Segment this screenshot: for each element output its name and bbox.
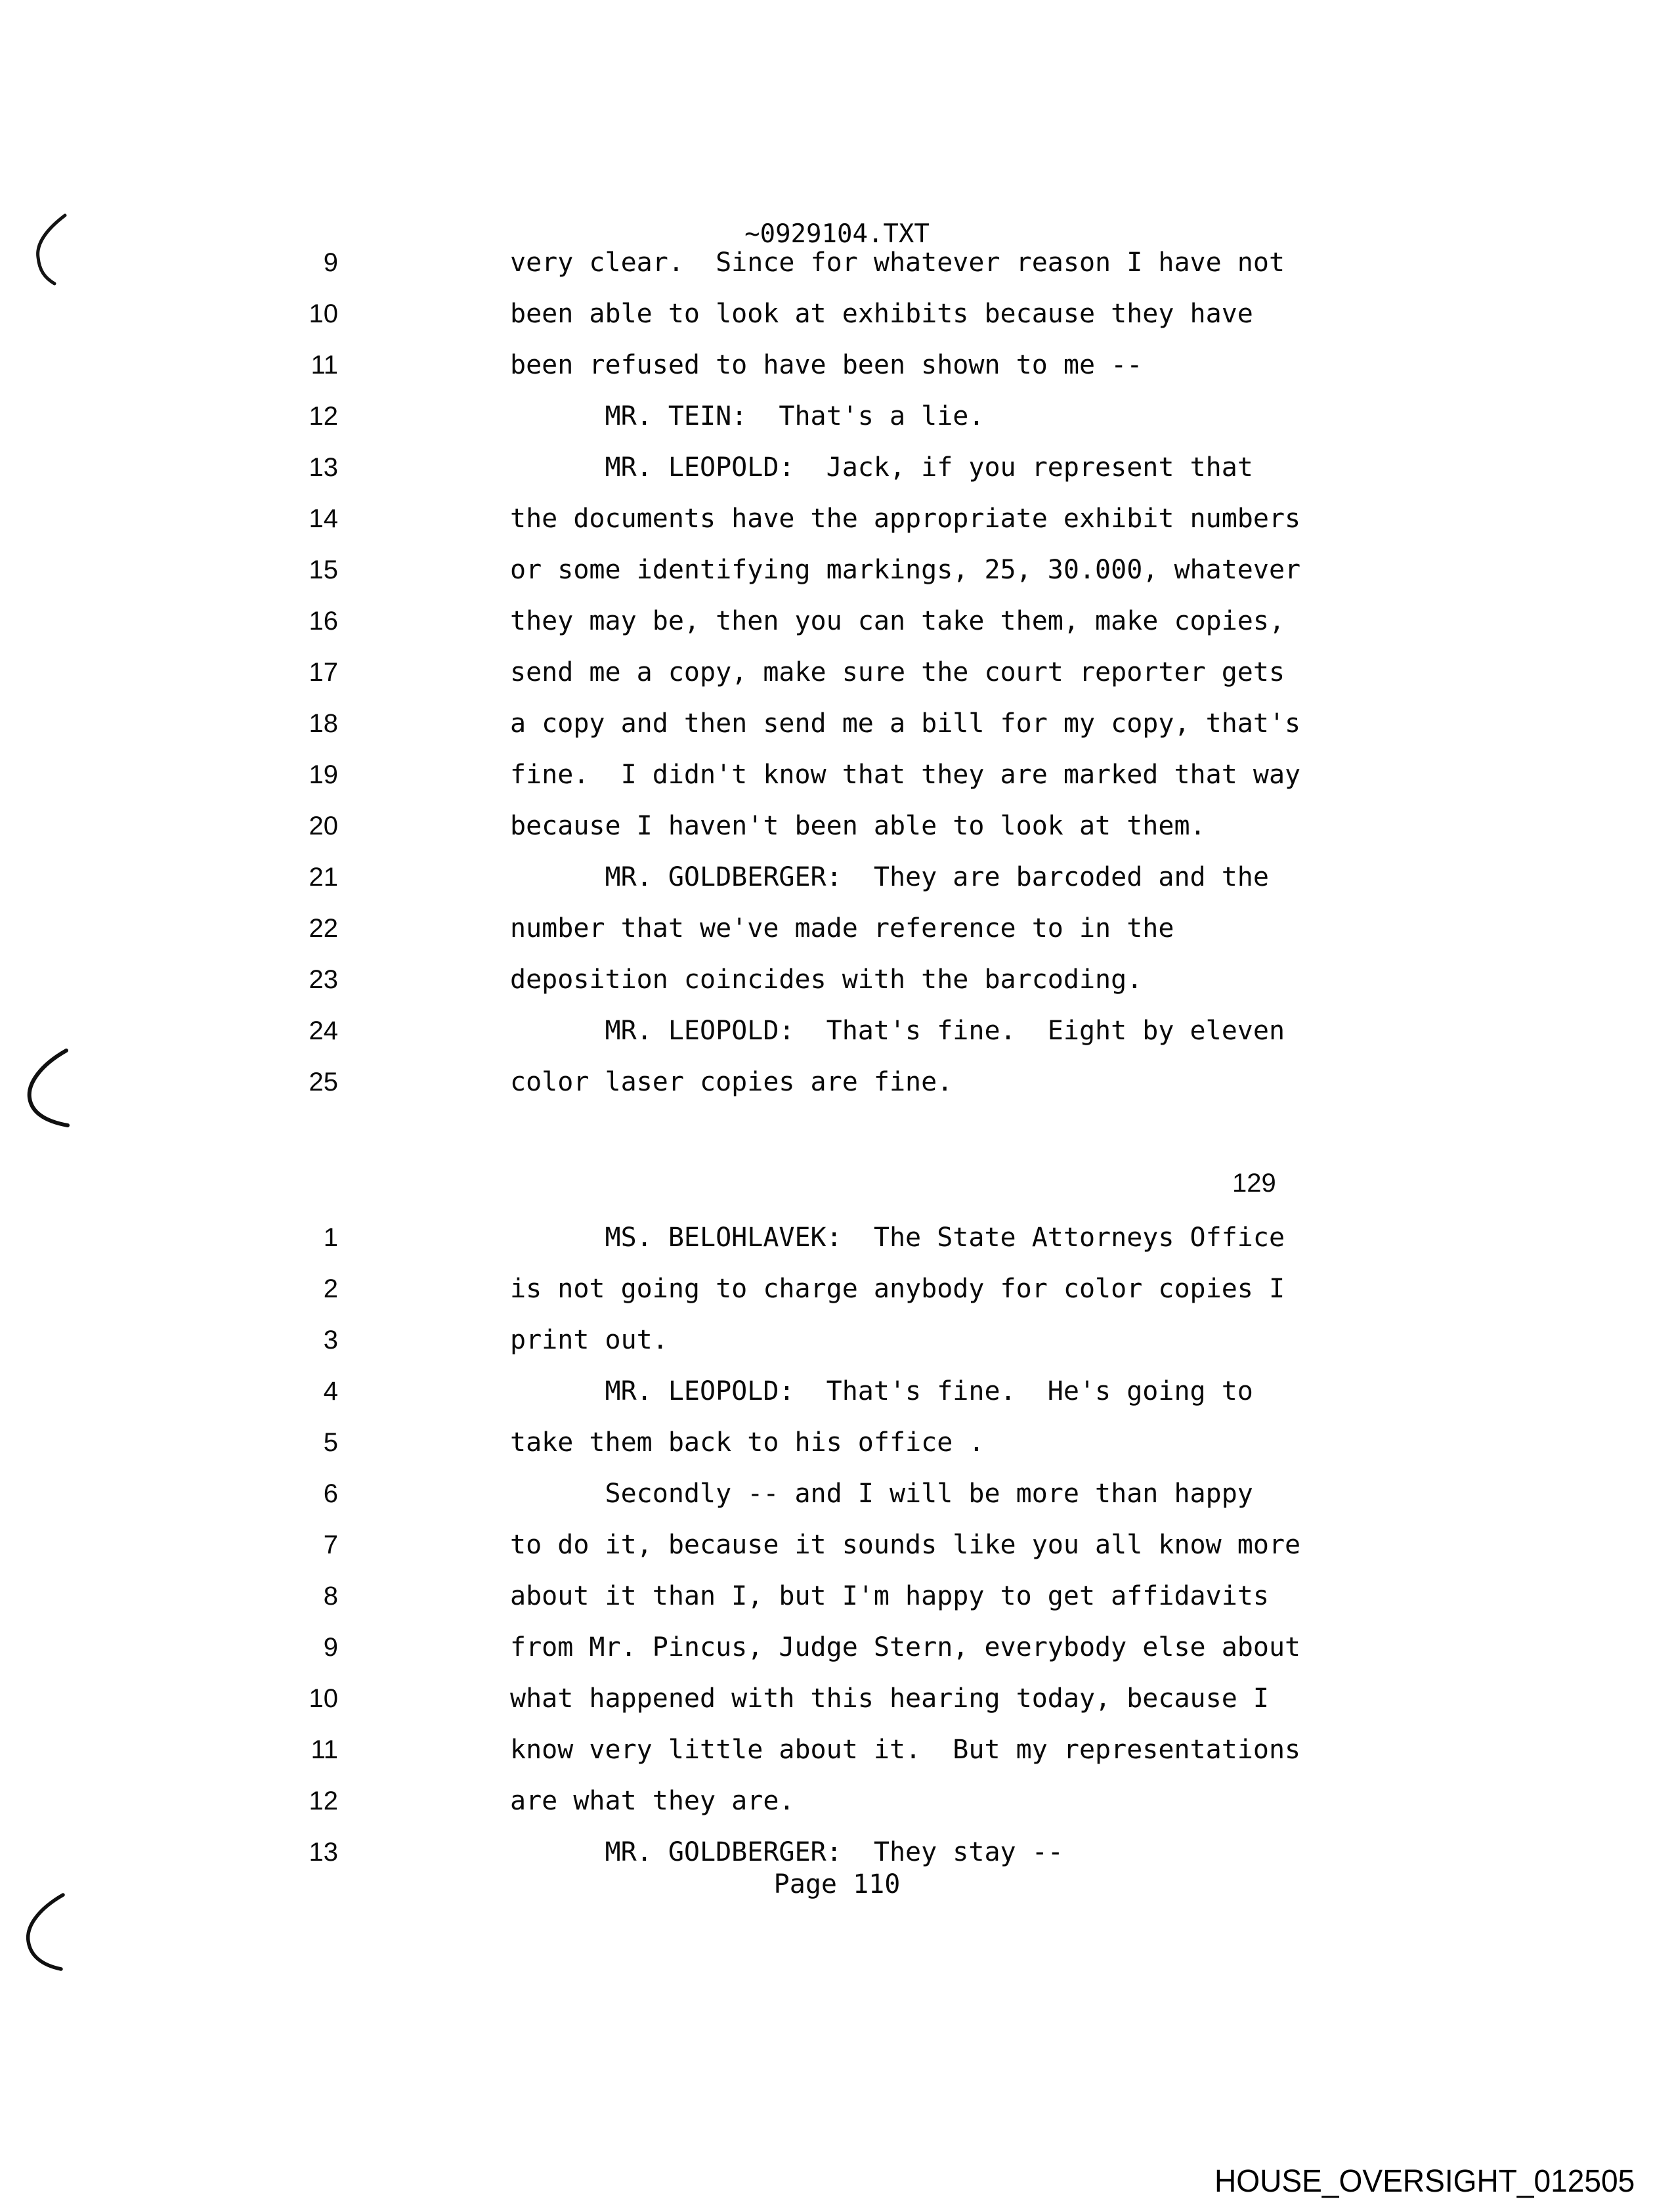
line-number: 23: [309, 965, 338, 994]
line-number: 15: [309, 555, 338, 584]
line-text: are what they are.: [510, 1786, 795, 1816]
line-number: 12: [309, 1787, 338, 1815]
line-text: MR. LEOPOLD: Jack, if you represent that: [510, 452, 1253, 483]
line-number: 6: [323, 1479, 338, 1508]
transcript-line: [0, 1314, 1674, 1366]
line-number: 18: [309, 709, 338, 738]
transcript-line: [0, 698, 1674, 749]
line-text: MR. GOLDBERGER: They stay --: [510, 1837, 1063, 1867]
line-text: deposition coincides with the barcoding.: [510, 965, 1143, 995]
transcript-line: [0, 1571, 1674, 1622]
transcript-line: [0, 544, 1674, 596]
line-text: to do it, because it sounds like you all know more: [510, 1530, 1301, 1560]
transcript-line: [0, 1366, 1674, 1417]
transcript-line: [0, 749, 1674, 800]
header-filename: ~0929104.TXT: [744, 219, 930, 249]
line-number: 1: [323, 1223, 338, 1252]
transcript-line: [0, 1212, 1674, 1263]
transcript-line: [0, 1622, 1674, 1673]
line-text: been refused to have been shown to me --: [510, 350, 1143, 380]
transcript-line: [0, 1468, 1674, 1519]
bates-stamp: HOUSE_OVERSIGHT_012505: [1214, 2164, 1635, 2199]
line-text: very clear. Since for whatever reason I have not: [510, 248, 1285, 278]
line-number: 13: [309, 453, 338, 482]
line-text: because I haven't been able to look at them.: [510, 811, 1206, 841]
transcript-line: [0, 493, 1674, 544]
footer-page-label: Page 110: [773, 1869, 901, 1899]
line-text: MR. LEOPOLD: That's fine. Eight by eleven: [510, 1016, 1285, 1046]
transcript-line: [0, 1263, 1674, 1314]
line-number: 11: [311, 1735, 338, 1764]
line-text: number that we've made reference to in the: [510, 913, 1174, 943]
line-text: know very little about it. But my representations: [510, 1735, 1301, 1765]
line-text: send me a copy, make sure the court reporter gets: [510, 657, 1285, 687]
line-text: print out.: [510, 1325, 668, 1355]
line-number: 19: [309, 760, 338, 789]
transcript-line: [0, 852, 1674, 903]
line-text: MS. BELOHLAVEK: The State Attorneys Office: [510, 1223, 1285, 1253]
transcript-line: [0, 339, 1674, 391]
line-text: about it than I, but I'm happy to get affidavits: [510, 1581, 1269, 1611]
line-number: 11: [311, 351, 338, 380]
line-text: is not going to charge anybody for color copies I: [510, 1274, 1285, 1304]
transcript-line: [0, 442, 1674, 493]
line-text: the documents have the appropriate exhibit numbers: [510, 504, 1301, 534]
transcript-line: [0, 596, 1674, 647]
line-number: 17: [309, 658, 338, 687]
line-number: 9: [323, 1633, 338, 1662]
line-text: take them back to his office .: [510, 1427, 985, 1458]
transcript-line: [0, 954, 1674, 1005]
line-number: 22: [309, 914, 338, 943]
line-text: what happened with this hearing today, because I: [510, 1683, 1269, 1714]
line-number: 12: [309, 402, 338, 431]
line-number: 10: [309, 1684, 338, 1713]
transcript-line: [0, 237, 1674, 288]
line-text: from Mr. Pincus, Judge Stern, everybody else about: [510, 1632, 1301, 1662]
transcript-line: [0, 647, 1674, 698]
transcript-line: [0, 903, 1674, 954]
transcript-line: [0, 1673, 1674, 1724]
line-number: 13: [309, 1838, 338, 1867]
transcript-block-1: [0, 237, 1674, 1108]
line-text: Secondly -- and I will be more than happy: [510, 1479, 1253, 1509]
transcript-line: [0, 1417, 1674, 1468]
line-number: 8: [323, 1582, 338, 1611]
transcript-line: [0, 800, 1674, 852]
line-number: 9: [323, 248, 338, 277]
line-number: 16: [309, 607, 338, 636]
line-number: 20: [309, 812, 338, 840]
line-text: a copy and then send me a bill for my copy, that's: [510, 708, 1301, 739]
line-text: MR. GOLDBERGER: They are barcoded and the: [510, 862, 1269, 892]
transcript-line: [0, 391, 1674, 442]
line-number: 24: [309, 1016, 338, 1045]
line-number: 2: [323, 1274, 338, 1303]
line-text: been able to look at exhibits because they have: [510, 299, 1253, 329]
transcript-line: [0, 1775, 1674, 1827]
line-text: MR. LEOPOLD: That's fine. He's going to: [510, 1376, 1253, 1406]
transcript-line: [0, 1056, 1674, 1108]
line-number: 3: [323, 1326, 338, 1355]
line-text: or some identifying markings, 25, 30.000, whatever: [510, 555, 1301, 585]
line-number: 10: [309, 299, 338, 328]
transcript-line: [0, 1005, 1674, 1056]
line-text: they may be, then you can take them, make copies,: [510, 606, 1285, 636]
line-text: fine. I didn't know that they are marked that way: [510, 760, 1301, 790]
pen-mark-bottom: [28, 1895, 63, 1969]
transcript-block-2: [0, 1212, 1674, 1878]
transcript-line: [0, 1724, 1674, 1775]
line-text: color laser copies are fine.: [510, 1067, 953, 1097]
transcript-line: [0, 288, 1674, 339]
line-number: 21: [309, 863, 338, 892]
transcript-line: [0, 1519, 1674, 1571]
page-number: 129: [1232, 1169, 1276, 1198]
line-number: 4: [323, 1377, 338, 1406]
line-number: 7: [323, 1530, 338, 1559]
line-number: 5: [323, 1428, 338, 1457]
line-text: MR. TEIN: That's a lie.: [510, 401, 985, 431]
line-number: 25: [309, 1068, 338, 1096]
line-number: 14: [309, 504, 338, 533]
